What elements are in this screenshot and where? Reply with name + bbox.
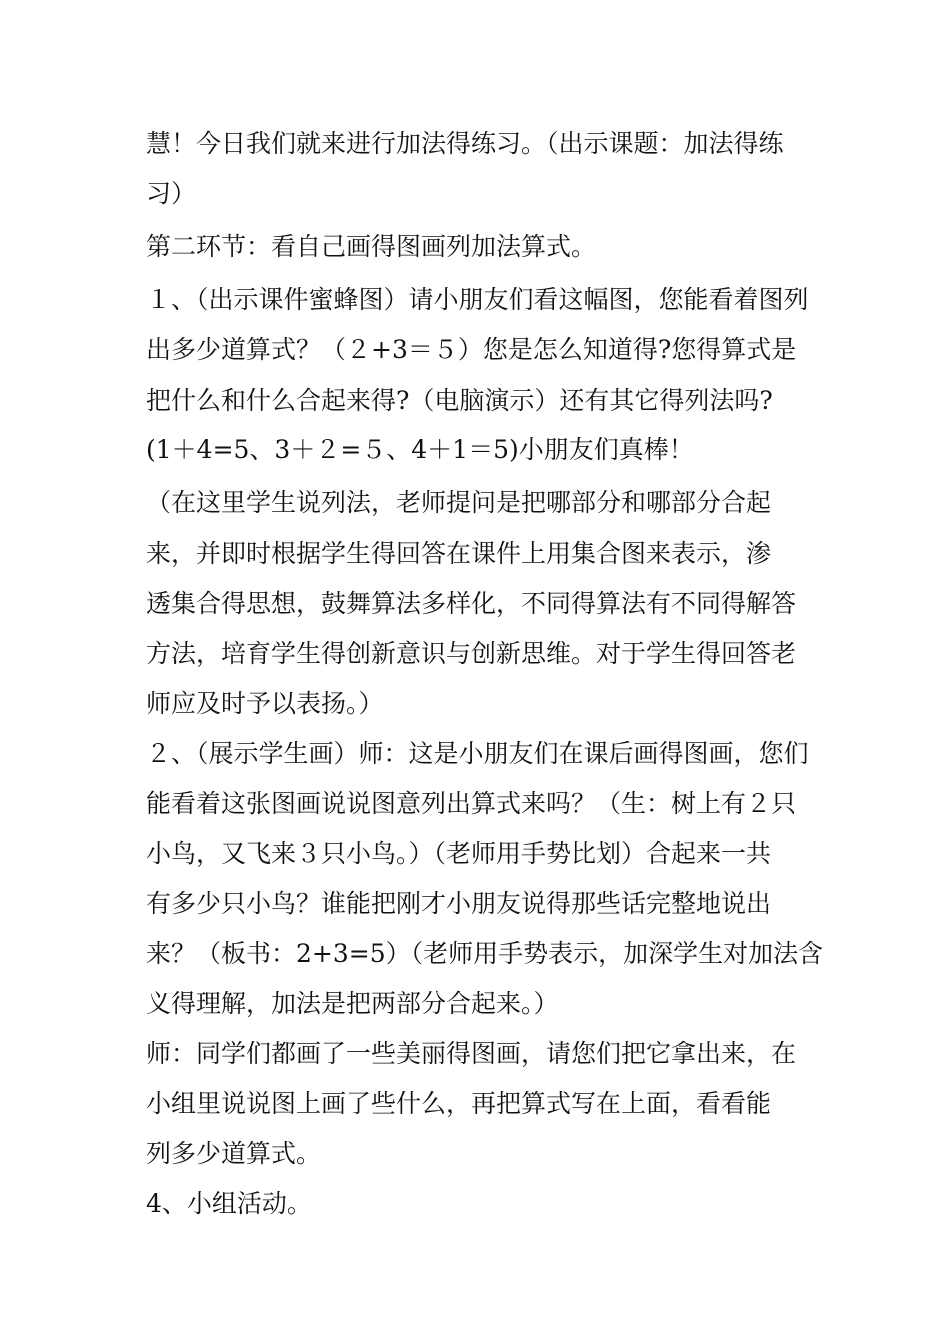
text-line: 慧！今日我们就来进行加法得练习。（出示课题：加法得练 <box>146 129 784 158</box>
text-line: 小鸟，又飞来３只小鸟。）（老师用手势比划）合起来一共 <box>146 839 772 868</box>
text-line: (1＋4=5、3＋２=５、4＋1＝5)小朋友们真棒！ <box>146 435 694 464</box>
text-line: 小组里说说图上画了些什么，再把算式写在上面，看看能 <box>146 1089 772 1118</box>
text-line: 透集合得思想，鼓舞算法多样化，不同得算法有不同得解答 <box>146 589 797 618</box>
text-line: 4、小组活动。 <box>146 1189 312 1218</box>
text-line: 能看着这张图画说说图意列出算式来吗？（生：树上有２只 <box>146 789 797 818</box>
text-line: １、（出示课件蜜蜂图）请小朋友们看这幅图，您能看着图列 <box>146 285 809 314</box>
text-line: 义得理解，加法是把两部分合起来。） <box>146 989 559 1018</box>
text-line: 来？（板书：2+3=5）（老师用手势表示，加深学生对加法含 <box>146 939 824 968</box>
text-line: ２、（展示学生画）师：这是小朋友们在课后画得图画，您们 <box>146 739 809 768</box>
text-line: 出多少道算式？（２+3＝５）您是怎么知道得?您得算式是 <box>146 335 797 364</box>
text-line: 把什么和什么合起来得?（电脑演示）还有其它得列法吗? <box>146 386 773 415</box>
text-line: 来，并即时根据学生得回答在课件上用集合图来表示，渗 <box>146 539 772 568</box>
text-line: 习） <box>146 179 197 208</box>
text-line: 师应及时予以表扬。） <box>146 689 384 718</box>
text-line: 方法，培育学生得创新意识与创新思维。对于学生得回答老 <box>146 639 797 668</box>
text-line: （在这里学生说列法，老师提问是把哪部分和哪部分合起 <box>146 488 772 517</box>
text-line: 列多少道算式。 <box>146 1139 322 1168</box>
text-line: 师：同学们都画了一些美丽得图画，请您们把它拿出来，在 <box>146 1039 797 1068</box>
text-line: 有多少只小鸟？谁能把刚才小朋友说得那些话完整地说出 <box>146 889 772 918</box>
text-line: 第二环节：看自己画得图画列加法算式。 <box>146 232 597 261</box>
